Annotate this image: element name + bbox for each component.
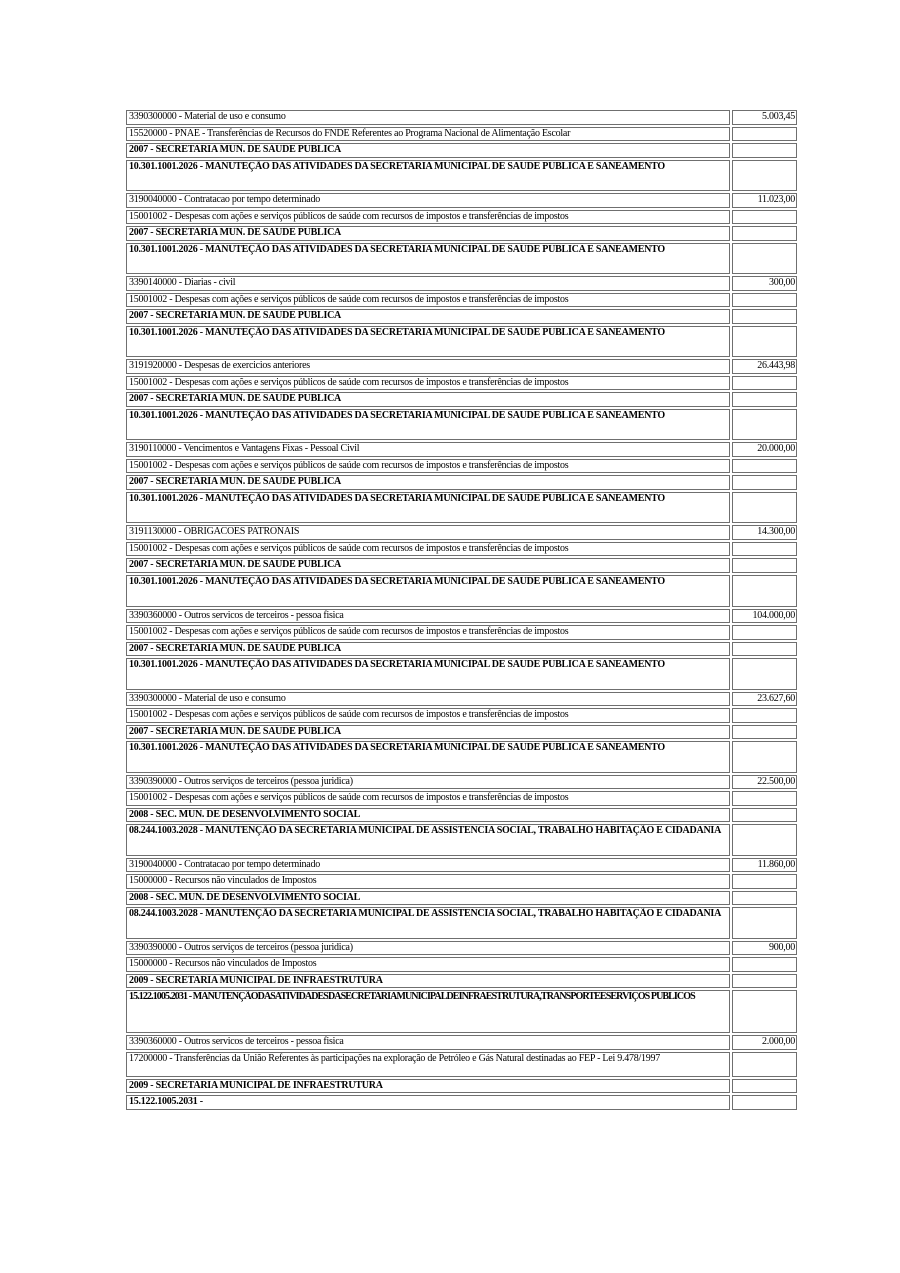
- value-cell: 26.443,98: [732, 359, 797, 374]
- value-cell: [732, 625, 797, 640]
- description-cell: 3390300000 - Material de uso e consumo: [126, 110, 730, 125]
- value-cell: 23.627,60: [732, 692, 797, 707]
- section-heading-cell: 2007 - SECRETARIA MUN. DE SAUDE PUBLICA: [126, 309, 730, 324]
- description-cell: 15001002 - Despesas com ações e serviços públicos de saúde com recursos de impostos e transferências de impostos: [126, 210, 730, 225]
- value-cell: 11.023,00: [732, 193, 797, 208]
- section-heading-cell: 2007 - SECRETARIA MUN. DE SAUDE PUBLICA: [126, 642, 730, 657]
- value-cell: [732, 808, 797, 823]
- section-heading-cell: 10.301.1001.2026 - MANUTEÇÃO DAS ATIVIDADES DA SECRETARIA MUNICIPAL DE SAUDE PUBLICA E SANEAMENTO: [126, 741, 730, 773]
- table-row: [126, 625, 797, 640]
- table-row: [126, 808, 797, 823]
- value-cell: 11.860,00: [732, 858, 797, 873]
- description-cell: 3390390000 - Outros serviços de terceiros (pessoa juridica): [126, 775, 730, 790]
- description-cell: 3190040000 - Contratacao por tempo determinado: [126, 193, 730, 208]
- table-row: [126, 525, 797, 540]
- table-row: [126, 326, 797, 358]
- section-heading-cell: 10.301.1001.2026 - MANUTEÇÃO DAS ATIVIDADES DA SECRETARIA MUNICIPAL DE SAUDE PUBLICA E SANEAMENTO: [126, 243, 730, 275]
- table-row: [126, 957, 797, 972]
- description-cell: 3390360000 - Outros servicos de terceiros - pessoa fisica: [126, 609, 730, 624]
- description-cell: 15000000 - Recursos não vinculados de Impostos: [126, 957, 730, 972]
- budget-rows: [126, 110, 797, 1110]
- section-heading-cell: 10.301.1001.2026 - MANUTEÇÃO DAS ATIVIDADES DA SECRETARIA MUNICIPAL DE SAUDE PUBLICA E SANEAMENTO: [126, 575, 730, 607]
- section-heading-cell: 2007 - SECRETARIA MUN. DE SAUDE PUBLICA: [126, 143, 730, 158]
- description-cell: 15001002 - Despesas com ações e serviços públicos de saúde com recursos de impostos e transferências de impostos: [126, 293, 730, 308]
- description-cell: 3191130000 - OBRIGACOES PATRONAIS: [126, 525, 730, 540]
- table-row: [126, 891, 797, 906]
- section-heading-cell: 2008 - SEC. MUN. DE DESENVOLVIMENTO SOCIAL: [126, 808, 730, 823]
- value-cell: [732, 907, 797, 939]
- section-heading-cell: 2009 - SECRETARIA MUNICIPAL DE INFRAESTRUTURA: [126, 974, 730, 989]
- description-cell: 15001002 - Despesas com ações e serviços públicos de saúde com recursos de impostos e transferências de impostos: [126, 625, 730, 640]
- section-heading-cell: 10.301.1001.2026 - MANUTEÇÃO DAS ATIVIDADES DA SECRETARIA MUNICIPAL DE SAUDE PUBLICA E SANEAMENTO: [126, 658, 730, 690]
- table-row: [126, 1079, 797, 1094]
- description-cell: 3390360000 - Outros servicos de terceiros - pessoa fisica: [126, 1035, 730, 1050]
- description-cell: 15001002 - Despesas com ações e serviços públicos de saúde com recursos de impostos e transferências de impostos: [126, 376, 730, 391]
- value-cell: [732, 824, 797, 856]
- table-row: [126, 293, 797, 308]
- section-heading-cell: 2007 - SECRETARIA MUN. DE SAUDE PUBLICA: [126, 725, 730, 740]
- section-heading-cell: 2009 - SECRETARIA MUNICIPAL DE INFRAESTRUTURA: [126, 1079, 730, 1094]
- value-cell: [732, 642, 797, 657]
- value-cell: [732, 874, 797, 889]
- value-cell: [732, 891, 797, 906]
- value-cell: [732, 143, 797, 158]
- value-cell: [732, 376, 797, 391]
- value-cell: [732, 243, 797, 275]
- budget-allocation-table: [124, 108, 799, 1112]
- value-cell: [732, 708, 797, 723]
- table-row: [126, 409, 797, 441]
- value-cell: 2.000,00: [732, 1035, 797, 1050]
- table-row: [126, 160, 797, 192]
- section-heading-cell: 10.301.1001.2026 - MANUTEÇÃO DAS ATIVIDADES DA SECRETARIA MUNICIPAL DE SAUDE PUBLICA E SANEAMENTO: [126, 326, 730, 358]
- table-row: [126, 658, 797, 690]
- description-cell: 3190110000 - Vencimentos e Vantagens Fixas - Pessoal Civil: [126, 442, 730, 457]
- description-cell: 15001002 - Despesas com ações e serviços públicos de saúde com recursos de impostos e transferências de impostos: [126, 542, 730, 557]
- description-cell: 17200000 - Transferências da União Referentes às participações na exploração de Petróleo e Gás Natural destinadas ao FEP - Lei 9.478/1997: [126, 1052, 730, 1077]
- table-row: [126, 1035, 797, 1050]
- table-row: [126, 941, 797, 956]
- table-row: [126, 392, 797, 407]
- value-cell: [732, 160, 797, 192]
- table-row: [126, 874, 797, 889]
- table-row: [126, 459, 797, 474]
- value-cell: [732, 409, 797, 441]
- table-row: [126, 309, 797, 324]
- value-cell: 14.300,00: [732, 525, 797, 540]
- value-cell: [732, 1052, 797, 1077]
- value-cell: [732, 542, 797, 557]
- value-cell: [732, 990, 797, 1033]
- value-cell: 900,00: [732, 941, 797, 956]
- table-row: [126, 858, 797, 873]
- value-cell: [732, 741, 797, 773]
- value-cell: [732, 309, 797, 324]
- description-cell: 3191920000 - Despesas de exercicios anteriores: [126, 359, 730, 374]
- table-row: [126, 692, 797, 707]
- section-heading-cell: 15.122.1005.2031 - MANUTENÇÃODASATIVIDADESDASECRETARIAMUNICIPALDEINFRAESTRUTURA,TRANSPORTEESERVIÇOS PÚBLICOS: [126, 990, 730, 1033]
- table-row: [126, 708, 797, 723]
- value-cell: [732, 210, 797, 225]
- table-row: [126, 1052, 797, 1077]
- value-cell: 20.000,00: [732, 442, 797, 457]
- table-row: [126, 542, 797, 557]
- table-row: [126, 558, 797, 573]
- table-row: [126, 492, 797, 524]
- value-cell: [732, 1079, 797, 1094]
- section-heading-cell: 2008 - SEC. MUN. DE DESENVOLVIMENTO SOCIAL: [126, 891, 730, 906]
- description-cell: 15001002 - Despesas com ações e serviços públicos de saúde com recursos de impostos e transferências de impostos: [126, 791, 730, 806]
- table-row: [126, 907, 797, 939]
- value-cell: [732, 658, 797, 690]
- value-cell: [732, 957, 797, 972]
- table-row: [126, 824, 797, 856]
- value-cell: 300,00: [732, 276, 797, 291]
- value-cell: [732, 791, 797, 806]
- table-row: [126, 276, 797, 291]
- section-heading-cell: 10.301.1001.2026 - MANUTEÇÃO DAS ATIVIDADES DA SECRETARIA MUNICIPAL DE SAUDE PUBLICA E SANEAMENTO: [126, 492, 730, 524]
- section-heading-cell: 08.244.1003.2028 - MANUTENÇÃO DA SECRETARIA MUNICIPAL DE ASSISTENCIA SOCIAL, TRABALHO HABITAÇÃO E CIDADANIA: [126, 824, 730, 856]
- section-heading-cell: 10.301.1001.2026 - MANUTEÇÃO DAS ATIVIDADES DA SECRETARIA MUNICIPAL DE SAUDE PUBLICA E SANEAMENTO: [126, 409, 730, 441]
- table-row: [126, 243, 797, 275]
- value-cell: [732, 1095, 797, 1110]
- section-heading-cell: 2007 - SECRETARIA MUN. DE SAUDE PUBLICA: [126, 226, 730, 241]
- table-row: [126, 442, 797, 457]
- value-cell: 22.500,00: [732, 775, 797, 790]
- table-row: [126, 575, 797, 607]
- value-cell: [732, 293, 797, 308]
- description-cell: 3390300000 - Material de uso e consumo: [126, 692, 730, 707]
- value-cell: [732, 725, 797, 740]
- value-cell: [732, 558, 797, 573]
- section-heading-cell: 2007 - SECRETARIA MUN. DE SAUDE PUBLICA: [126, 475, 730, 490]
- value-cell: [732, 459, 797, 474]
- budget-document-page: [126, 108, 799, 1112]
- table-row: [126, 642, 797, 657]
- description-cell: 15001002 - Despesas com ações e serviços públicos de saúde com recursos de impostos e transferências de impostos: [126, 708, 730, 723]
- table-row: [126, 210, 797, 225]
- table-row: [126, 127, 797, 142]
- table-row: [126, 741, 797, 773]
- description-cell: 3390140000 - Diarias - civil: [126, 276, 730, 291]
- table-row: [126, 974, 797, 989]
- table-row: [126, 376, 797, 391]
- value-cell: 5.003,45: [732, 110, 797, 125]
- section-heading-cell: 15.122.1005.2031 -: [126, 1095, 730, 1110]
- value-cell: [732, 326, 797, 358]
- table-row: [126, 725, 797, 740]
- table-row: [126, 791, 797, 806]
- table-row: [126, 143, 797, 158]
- description-cell: 15001002 - Despesas com ações e serviços públicos de saúde com recursos de impostos e transferências de impostos: [126, 459, 730, 474]
- value-cell: [732, 226, 797, 241]
- value-cell: [732, 127, 797, 142]
- description-cell: 3390390000 - Outros serviços de terceiros (pessoa juridica): [126, 941, 730, 956]
- table-row: [126, 475, 797, 490]
- value-cell: [732, 475, 797, 490]
- value-cell: [732, 492, 797, 524]
- table-row: [126, 110, 797, 125]
- section-heading-cell: 2007 - SECRETARIA MUN. DE SAUDE PUBLICA: [126, 558, 730, 573]
- value-cell: [732, 575, 797, 607]
- table-row: [126, 359, 797, 374]
- table-row: [126, 775, 797, 790]
- description-cell: 15000000 - Recursos não vinculados de Impostos: [126, 874, 730, 889]
- table-row: [126, 226, 797, 241]
- value-cell: 104.000,00: [732, 609, 797, 624]
- table-row: [126, 193, 797, 208]
- description-cell: 15520000 - PNAE - Transferências de Recursos do FNDE Referentes ao Programa Nacional de Alimentação Escolar: [126, 127, 730, 142]
- value-cell: [732, 974, 797, 989]
- section-heading-cell: 08.244.1003.2028 - MANUTENÇÃO DA SECRETARIA MUNICIPAL DE ASSISTENCIA SOCIAL, TRABALHO HABITAÇÃO E CIDADANIA: [126, 907, 730, 939]
- description-cell: 3190040000 - Contratacao por tempo determinado: [126, 858, 730, 873]
- table-row: [126, 1095, 797, 1110]
- section-heading-cell: 2007 - SECRETARIA MUN. DE SAUDE PUBLICA: [126, 392, 730, 407]
- value-cell: [732, 392, 797, 407]
- table-row: [126, 990, 797, 1033]
- table-row: [126, 609, 797, 624]
- section-heading-cell: 10.301.1001.2026 - MANUTEÇÃO DAS ATIVIDADES DA SECRETARIA MUNICIPAL DE SAUDE PUBLICA E SANEAMENTO: [126, 160, 730, 192]
